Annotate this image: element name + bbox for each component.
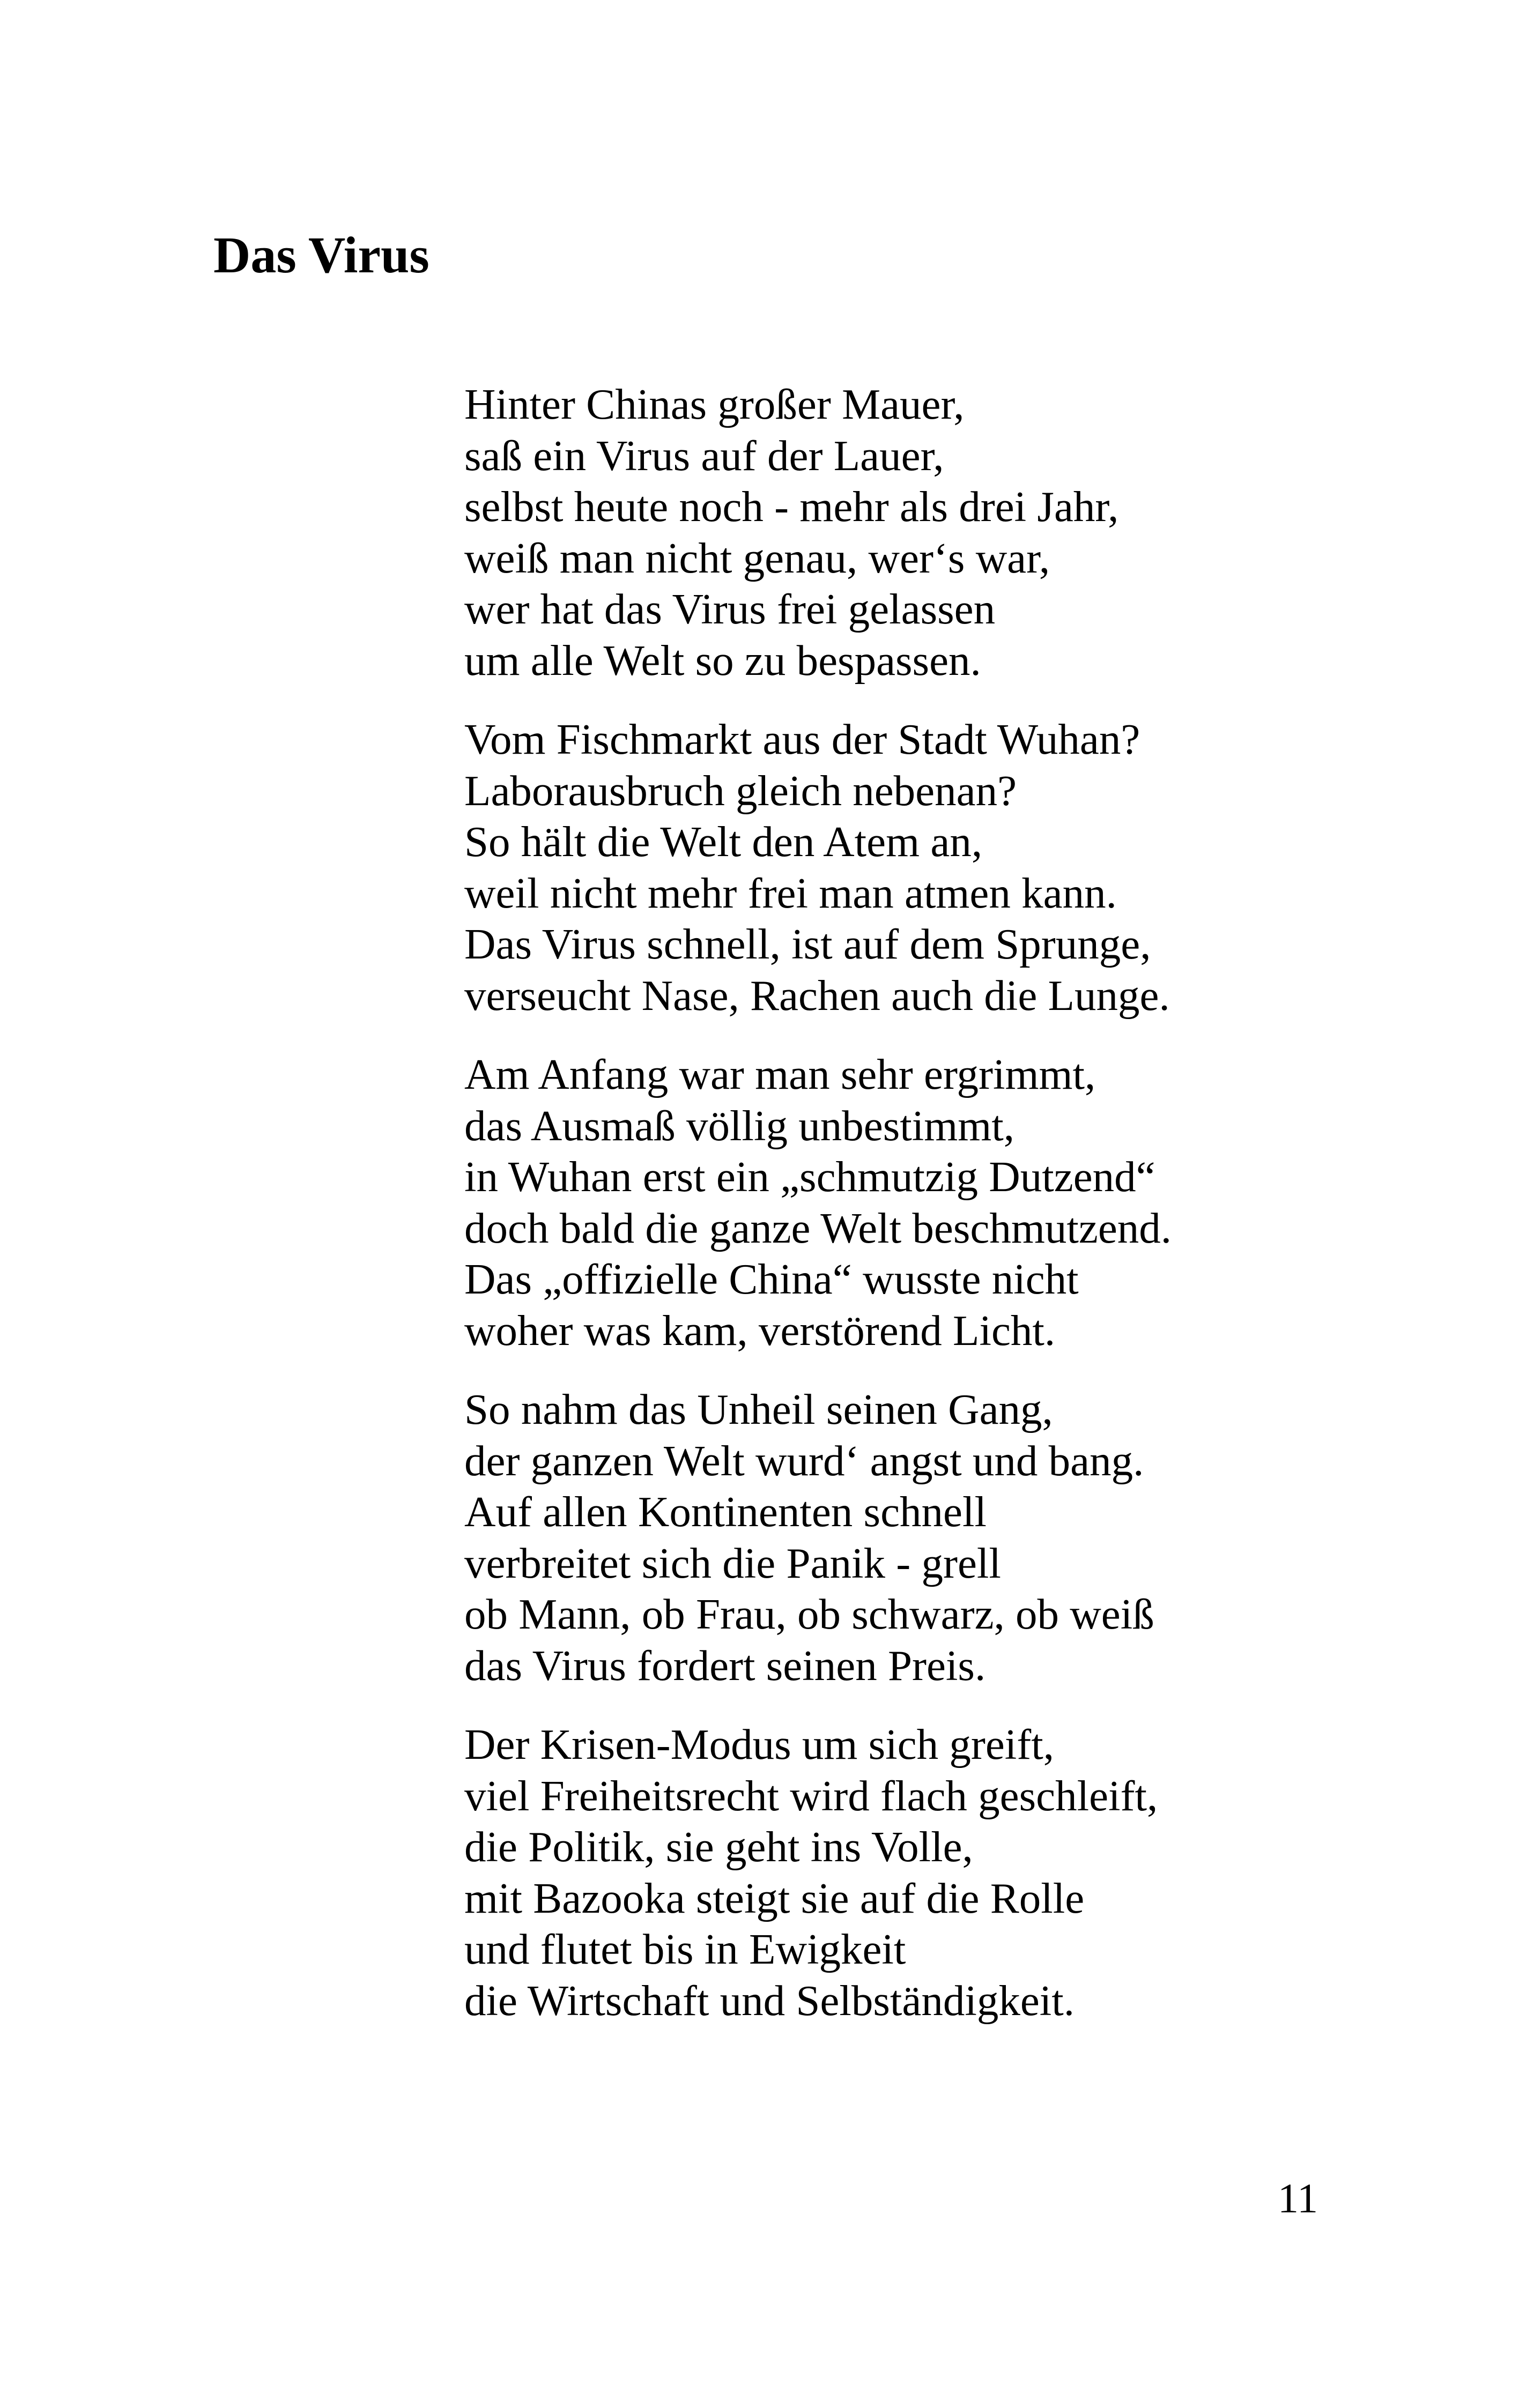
poem-line: das Ausmaß völlig unbestimmt,: [464, 1101, 1014, 1150]
stanza: [464, 1049, 1322, 1356]
poem-line: die Politik, sie geht ins Volle,: [464, 1823, 973, 1871]
poem-line: Auf allen Kontinenten schnell: [464, 1488, 987, 1536]
poem-line: die Wirtschaft und Selbständigkeit.: [464, 1976, 1075, 2025]
poem-line: saß ein Virus auf der Lauer,: [464, 431, 944, 480]
poem-line: um alle Welt so zu bespassen.: [464, 636, 981, 685]
stanza: [464, 379, 1322, 686]
poem-line: Das Virus schnell, ist auf dem Sprunge,: [464, 920, 1151, 968]
poem-line: Hinter Chinas großer Mauer,: [464, 380, 965, 428]
stanza: [464, 1384, 1322, 1691]
stanza: [464, 1719, 1322, 2026]
poem-line: weil nicht mehr frei man atmen kann.: [464, 868, 1117, 917]
poem-line: viel Freiheitsrecht wird flach geschleift,: [464, 1771, 1158, 1820]
poem-line: Das „offizielle China“ wusste nicht: [464, 1255, 1079, 1303]
poem-line: mit Bazooka steigt sie auf die Rolle: [464, 1874, 1085, 1922]
poem-line: das Virus fordert seinen Preis.: [464, 1641, 986, 1690]
poem-line: doch bald die ganze Welt beschmutzend.: [464, 1203, 1172, 1252]
poem-body: [464, 379, 1322, 2054]
poem-line: Am Anfang war man sehr ergrimmt,: [464, 1050, 1096, 1098]
poem-line: So nahm das Unheil seinen Gang,: [464, 1385, 1053, 1433]
poem-line: in Wuhan erst ein „schmutzig Dutzend“: [464, 1153, 1155, 1201]
poem-line: wer hat das Virus frei gelassen: [464, 585, 996, 633]
poem-line: Der Krisen-Modus um sich greift,: [464, 1720, 1055, 1768]
poem-line: verseucht Nase, Rachen auch die Lunge.: [464, 971, 1170, 1020]
poem-line: verbreitet sich die Panik - grell: [464, 1539, 1001, 1587]
stanza: [464, 714, 1322, 1021]
poem-line: Laborausbruch gleich nebenan?: [464, 766, 1017, 815]
poem-line: selbst heute noch - mehr als drei Jahr,: [464, 482, 1119, 531]
poem-line: der ganzen Welt wurd‘ angst und bang.: [464, 1436, 1144, 1485]
poem-line: und flutet bis in Ewigkeit: [464, 1925, 906, 1973]
page-number: 11: [1278, 2175, 1318, 2221]
poem-line: weiß man nicht genau, wer‘s war,: [464, 533, 1050, 582]
poem-title: Das Virus: [213, 226, 429, 284]
poem-line: woher was kam, verstörend Licht.: [464, 1306, 1056, 1355]
poem-line: Vom Fischmarkt aus der Stadt Wuhan?: [464, 715, 1140, 763]
poem-line: ob Mann, ob Frau, ob schwarz, ob weiß: [464, 1590, 1154, 1638]
poem-line: So hält die Welt den Atem an,: [464, 817, 983, 866]
